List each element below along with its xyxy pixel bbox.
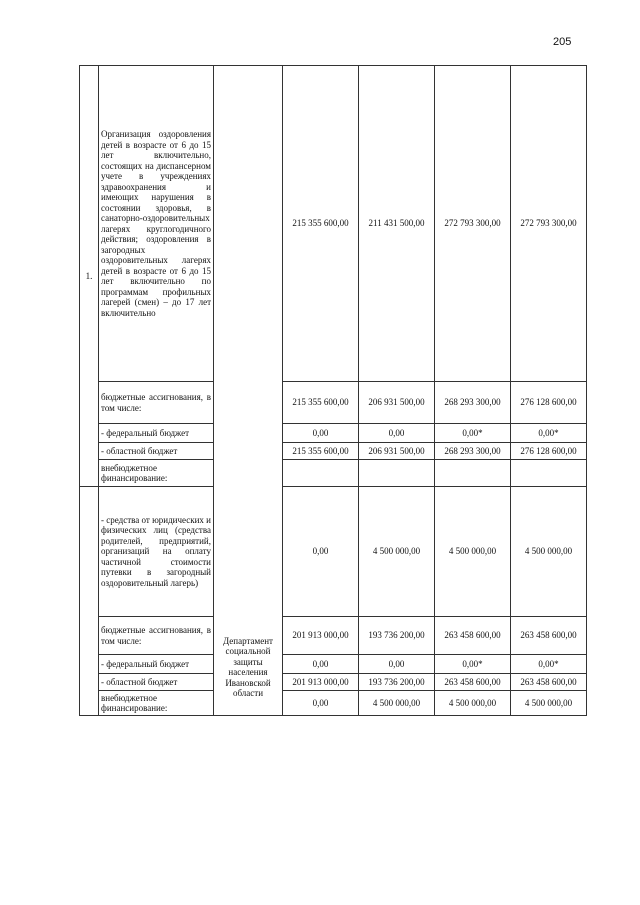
value-cell: 0,00 — [359, 655, 435, 674]
value-cell: 263 458 600,00 — [511, 617, 587, 655]
value-cell: 4 500 000,00 — [359, 487, 435, 617]
value-cell: 268 293 300,00 — [435, 443, 511, 460]
value-cell: 272 793 300,00 — [435, 66, 511, 382]
row-label: - областной бюджет — [99, 674, 214, 691]
row-label: - областной бюджет — [99, 443, 214, 460]
value-cell: 0,00 — [283, 691, 359, 716]
row-label: Организация оздоровления детей в возрасте от 6 до 15 лет включительно, состоящих на диспансерном учете в учреждениях здравоохранения и имеющих нарушения в состоянии здоровья, в санаторно-оздоровительных лагерях круглогодичного действия; оздоровления в загородных оздоровительных лагерях детей в возрасте от 6 до 15 лет включительно по программам профильных лагерей (смен) – до 17 лет включительно — [99, 66, 214, 382]
item-number-empty — [80, 487, 99, 716]
page-number: 205 — [553, 36, 572, 48]
row-label: - федеральный бюджет — [99, 424, 214, 443]
value-cell: 4 500 000,00 — [511, 487, 587, 617]
value-cell: 0,00* — [511, 655, 587, 674]
value-cell: 206 931 500,00 — [359, 382, 435, 424]
value-cell: 201 913 000,00 — [283, 617, 359, 655]
executor-cell-empty — [214, 66, 283, 617]
row-label: внебюджетное финансирование: — [99, 691, 214, 716]
value-cell: 4 500 000,00 — [435, 487, 511, 617]
value-cell: 201 913 000,00 — [283, 674, 359, 691]
value-cell: 215 355 600,00 — [283, 66, 359, 382]
value-cell: 193 736 200,00 — [359, 617, 435, 655]
table-row — [80, 443, 587, 460]
value-cell — [511, 460, 587, 487]
value-cell: 215 355 600,00 — [283, 443, 359, 460]
value-cell: 0,00 — [283, 655, 359, 674]
budget-table — [79, 65, 587, 716]
value-cell: 276 128 600,00 — [511, 382, 587, 424]
row-label: - федеральный бюджет — [99, 655, 214, 674]
table-row — [80, 460, 587, 487]
value-cell — [435, 460, 511, 487]
table-row — [80, 655, 587, 674]
table-row — [80, 382, 587, 424]
table-row — [80, 674, 587, 691]
table-row — [80, 617, 587, 655]
row-label: бюджетные ассигнования, в том числе: — [99, 617, 214, 655]
value-cell: 0,00* — [435, 424, 511, 443]
value-cell: 268 293 300,00 — [435, 382, 511, 424]
value-cell: 263 458 600,00 — [435, 617, 511, 655]
value-cell: 4 500 000,00 — [359, 691, 435, 716]
value-cell: 0,00* — [511, 424, 587, 443]
row-label: - средства от юридических и физических лиц (средства родителей, предприятий, организаций на оплату частичной стоимости путевки в загородный оздоровительный лагерь) — [99, 487, 214, 617]
value-cell: 4 500 000,00 — [435, 691, 511, 716]
value-cell: 0,00* — [435, 655, 511, 674]
value-cell: 276 128 600,00 — [511, 443, 587, 460]
value-cell: 272 793 300,00 — [511, 66, 587, 382]
value-cell: 263 458 600,00 — [435, 674, 511, 691]
value-cell: 206 931 500,00 — [359, 443, 435, 460]
value-cell: 0,00 — [359, 424, 435, 443]
value-cell: 263 458 600,00 — [511, 674, 587, 691]
executor-name: Департамент социальной защиты населения Ивановской области — [214, 617, 283, 716]
value-cell — [359, 460, 435, 487]
item-number: 1. — [80, 66, 99, 487]
value-cell: 0,00 — [283, 487, 359, 617]
value-cell: 215 355 600,00 — [283, 382, 359, 424]
row-label: внебюджетное финансирование: — [99, 460, 214, 487]
table-row — [80, 487, 587, 617]
table-row — [80, 66, 587, 382]
value-cell: 193 736 200,00 — [359, 674, 435, 691]
value-cell: 0,00 — [283, 424, 359, 443]
row-label: бюджетные ассигнования, в том числе: — [99, 382, 214, 424]
value-cell — [283, 460, 359, 487]
value-cell: 211 431 500,00 — [359, 66, 435, 382]
table-row — [80, 424, 587, 443]
value-cell: 4 500 000,00 — [511, 691, 587, 716]
table-row — [80, 691, 587, 716]
